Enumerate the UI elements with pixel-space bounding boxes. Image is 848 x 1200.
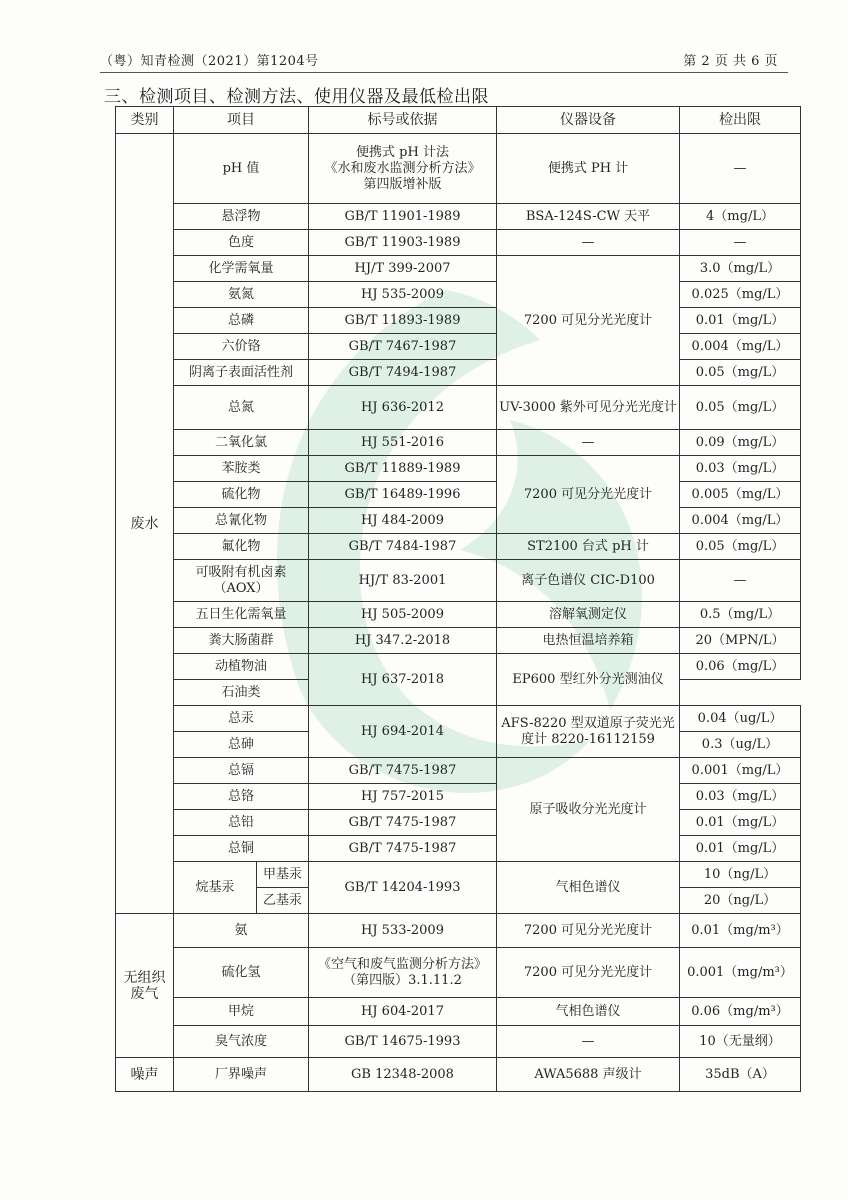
limit-cell: — xyxy=(680,230,801,256)
item-cell: 色度 xyxy=(174,230,309,256)
table-row xyxy=(116,628,801,654)
limit-cell: 0.05（mg/L） xyxy=(680,360,801,386)
standard-cell: GB/T 7484-1987 xyxy=(309,534,497,560)
instrument-cell: 气相色谱仪 xyxy=(497,998,680,1026)
instrument-cell: AWA5688 声级计 xyxy=(497,1058,680,1092)
table-row xyxy=(116,508,801,534)
standard-cell: HJ 636-2012 xyxy=(309,386,497,430)
instrument-cell: 电热恒温培养箱 xyxy=(497,628,680,654)
instrument-cell: 7200 可见分光光度计 xyxy=(497,256,680,386)
table-row xyxy=(116,308,801,334)
limit-cell: 10（无量纲） xyxy=(680,1026,801,1058)
table-row xyxy=(116,706,801,732)
standard-cell: GB/T 11903-1989 xyxy=(309,230,497,256)
item-cell: 总铬 xyxy=(174,784,309,810)
limit-cell: 35dB（A） xyxy=(680,1058,801,1092)
item-cell: 总氮 xyxy=(174,386,309,430)
table-row xyxy=(116,430,801,456)
limit-cell: — xyxy=(680,134,801,204)
col-header-instrument: 仪器设备 xyxy=(497,107,680,134)
item-cell: 六价铬 xyxy=(174,334,309,360)
item-cell: 总镉 xyxy=(174,758,309,784)
limit-cell: 20（MPN/L） xyxy=(680,628,801,654)
page-number: 第 2 页 共 6 页 xyxy=(683,54,778,69)
table-row xyxy=(116,1026,801,1058)
table-row xyxy=(116,456,801,482)
item-cell: 阴离子表面活性剂 xyxy=(174,360,309,386)
instrument-cell: 溶解氧测定仪 xyxy=(497,602,680,628)
instrument-cell: 原子吸收分光光度计 xyxy=(497,758,680,862)
instrument-cell: ST2100 台式 pH 计 xyxy=(497,534,680,560)
standard-cell: HJ 535-2009 xyxy=(309,282,497,308)
standard-cell: GB/T 7475-1987 xyxy=(309,836,497,862)
table-row xyxy=(116,810,801,836)
item-cell: 甲烷 xyxy=(174,998,309,1026)
sub-item-cell: 甲基汞 xyxy=(257,862,309,888)
limit-cell: 0.005（mg/L） xyxy=(680,482,801,508)
section-title: 三、检测项目、检测方法、使用仪器及最低检出限 xyxy=(104,87,489,107)
limit-cell: 0.06（mg/m³） xyxy=(680,998,801,1026)
item-cell: 厂界噪声 xyxy=(174,1058,309,1092)
table-row xyxy=(116,386,801,430)
item-cell: 总砷 xyxy=(174,732,309,758)
category-cell: 噪声 xyxy=(116,1058,174,1092)
standard-cell: HJ 694-2014 xyxy=(309,706,497,758)
limit-cell: 0.004（mg/L） xyxy=(680,508,801,534)
col-header-standard: 标号或依据 xyxy=(309,107,497,134)
standard-cell: 《空气和废气监测分析方法》（第四版）3.1.11.2 xyxy=(309,948,497,998)
item-cell: 总磷 xyxy=(174,308,309,334)
standard-cell: HJ 505-2009 xyxy=(309,602,497,628)
limit-cell: 20（ng/L） xyxy=(680,888,801,914)
table-row xyxy=(116,602,801,628)
item-cell: 硫化氢 xyxy=(174,948,309,998)
table-row xyxy=(116,998,801,1026)
item-cell: 悬浮物 xyxy=(174,204,309,230)
limit-cell: 10（ng/L） xyxy=(680,862,801,888)
table-row xyxy=(116,1058,801,1092)
methods-table xyxy=(115,106,801,1092)
item-cell: 氨 xyxy=(174,914,309,948)
table-row xyxy=(116,204,801,230)
limit-cell: 0.09（mg/L） xyxy=(680,430,801,456)
item-cell: 总氰化物 xyxy=(174,508,309,534)
table-row xyxy=(116,784,801,810)
table-row xyxy=(116,560,801,602)
item-cell: 氨氮 xyxy=(174,282,309,308)
standard-cell: HJ/T 399-2007 xyxy=(309,256,497,282)
instrument-cell: 气相色谱仪 xyxy=(497,862,680,914)
instrument-cell: 7200 可见分光光度计 xyxy=(497,914,680,948)
instrument-cell: — xyxy=(497,1026,680,1058)
item-cell: pH 值 xyxy=(174,134,309,204)
standard-cell: GB/T 16489-1996 xyxy=(309,482,497,508)
item-cell: 烷基汞 xyxy=(174,862,257,914)
table-row xyxy=(116,948,801,998)
standard-cell: HJ 604-2017 xyxy=(309,998,497,1026)
standard-cell: HJ 551-2016 xyxy=(309,430,497,456)
item-cell: 硫化物 xyxy=(174,482,309,508)
item-cell: 苯胺类 xyxy=(174,456,309,482)
report-number: （粤）知青检测（2021）第1204号 xyxy=(100,54,319,69)
standard-cell: GB/T 14204-1993 xyxy=(309,862,497,914)
limit-cell: 0.01（mg/m³） xyxy=(680,914,801,948)
category-cell: 废水 xyxy=(116,134,174,914)
sub-item-cell: 乙基汞 xyxy=(257,888,309,914)
limit-cell: 0.5（mg/L） xyxy=(680,602,801,628)
limit-cell: 4（mg/L） xyxy=(680,204,801,230)
item-cell: 总铅 xyxy=(174,810,309,836)
limit-cell: 0.004（mg/L） xyxy=(680,334,801,360)
instrument-cell: 便携式 PH 计 xyxy=(497,134,680,204)
table-row xyxy=(116,654,801,680)
table-row xyxy=(116,360,801,386)
table-row xyxy=(116,230,801,256)
standard-cell: 便携式 pH 计法 《水和废水监测分析方法》 第四版增补版 xyxy=(309,134,497,204)
item-cell: 五日生化需氧量 xyxy=(174,602,309,628)
limit-cell: 0.01（mg/L） xyxy=(680,308,801,334)
standard-cell: HJ 347.2-2018 xyxy=(309,628,497,654)
item-cell: 氟化物 xyxy=(174,534,309,560)
limit-cell: 0.3（ug/L） xyxy=(680,732,801,758)
table-row xyxy=(116,758,801,784)
limit-cell: 0.06（mg/L） xyxy=(680,654,801,680)
standard-cell: GB 12348-2008 xyxy=(309,1058,497,1092)
standard-cell: GB/T 11901-1989 xyxy=(309,204,497,230)
table-row xyxy=(116,134,801,204)
instrument-cell: UV-3000 紫外可见分光光度计 xyxy=(497,386,680,430)
limit-cell: 0.01（mg/L） xyxy=(680,810,801,836)
table-row xyxy=(116,282,801,308)
standard-cell: GB/T 7475-1987 xyxy=(309,758,497,784)
standard-cell: GB/T 7494-1987 xyxy=(309,360,497,386)
limit-cell: 0.05（mg/L） xyxy=(680,386,801,430)
item-cell: 化学需氧量 xyxy=(174,256,309,282)
item-cell: 动植物油 xyxy=(174,654,309,680)
instrument-cell: 7200 可见分光光度计 xyxy=(497,456,680,534)
table-row xyxy=(116,862,801,888)
table-row xyxy=(116,914,801,948)
table-body xyxy=(116,134,801,1092)
standard-cell: GB/T 14675-1993 xyxy=(309,1026,497,1058)
standard-cell: HJ 484-2009 xyxy=(309,508,497,534)
limit-cell: 0.05（mg/L） xyxy=(680,534,801,560)
item-cell: 总汞 xyxy=(174,706,309,732)
col-header-item: 项目 xyxy=(174,107,309,134)
table-row xyxy=(116,534,801,560)
standard-cell: GB/T 11893-1989 xyxy=(309,308,497,334)
limit-cell: — xyxy=(680,560,801,602)
item-cell: 石油类 xyxy=(174,680,309,706)
table-row xyxy=(116,482,801,508)
limit-cell: 0.01（mg/L） xyxy=(680,836,801,862)
header-rule xyxy=(100,72,788,73)
limit-cell: 0.03（mg/L） xyxy=(680,784,801,810)
item-cell: 二氧化氯 xyxy=(174,430,309,456)
limit-cell: 0.03（mg/L） xyxy=(680,456,801,482)
instrument-cell: 7200 可见分光光度计 xyxy=(497,948,680,998)
limit-cell: 3.0（mg/L） xyxy=(680,256,801,282)
instrument-cell: BSA-124S-CW 天平 xyxy=(497,204,680,230)
instrument-cell: EP600 型红外分光测油仪 xyxy=(497,654,680,706)
col-header-category: 类别 xyxy=(116,107,174,134)
table-row xyxy=(116,256,801,282)
instrument-cell: 离子色谱仪 CIC-D100 xyxy=(497,560,680,602)
instrument-cell: AFS-8220 型双道原子荧光光度计 8220-16112159 xyxy=(497,706,680,758)
standard-cell: HJ 757-2015 xyxy=(309,784,497,810)
col-header-limit: 检出限 xyxy=(680,107,801,134)
limit-cell: 0.025（mg/L） xyxy=(680,282,801,308)
item-cell: 粪大肠菌群 xyxy=(174,628,309,654)
standard-cell: GB/T 7467-1987 xyxy=(309,334,497,360)
standard-cell: HJ/T 83-2001 xyxy=(309,560,497,602)
standard-cell: GB/T 11889-1989 xyxy=(309,456,497,482)
limit-cell: 0.001（mg/L） xyxy=(680,758,801,784)
instrument-cell: — xyxy=(497,430,680,456)
standard-cell: GB/T 7475-1987 xyxy=(309,810,497,836)
instrument-cell: — xyxy=(497,230,680,256)
table-row xyxy=(116,836,801,862)
standard-cell: HJ 637-2018 xyxy=(309,654,497,706)
limit-cell: 0.001（mg/m³） xyxy=(680,948,801,998)
limit-cell: 0.04（ug/L） xyxy=(680,706,801,732)
item-cell: 臭气浓度 xyxy=(174,1026,309,1058)
item-cell: 总铜 xyxy=(174,836,309,862)
standard-cell: HJ 533-2009 xyxy=(309,914,497,948)
item-cell: 可吸附有机卤素 （AOX） xyxy=(174,560,309,602)
category-cell: 无组织 废气 xyxy=(116,914,174,1058)
table-row xyxy=(116,334,801,360)
